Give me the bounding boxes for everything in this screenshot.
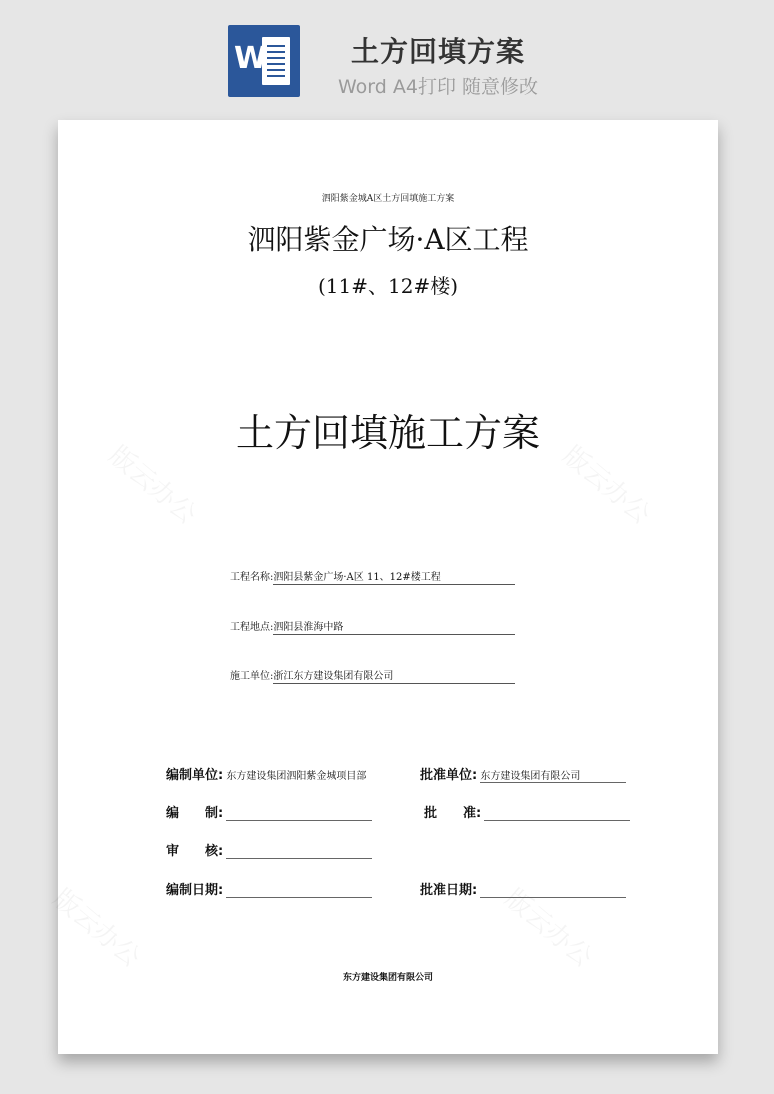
approve-unit-value: 东方建设集团有限公司 <box>480 767 626 783</box>
running-header: 泗阳紫金城A区土方回填施工方案 <box>321 194 455 204</box>
approve-unit-row: 批准单位: 东方建设集团有限公司 <box>420 764 626 783</box>
approve-unit-label: 批准单位 <box>420 768 473 783</box>
document-page <box>58 120 718 1054</box>
compiler-label: 编 制 <box>166 806 219 821</box>
field-label: 施工单位: <box>230 671 274 682</box>
approver-signature-line <box>484 806 630 821</box>
compile-date-row: 编制日期: <box>166 879 372 898</box>
approve-date-row: 批准日期: <box>420 879 626 898</box>
contractor-field <box>230 667 515 684</box>
compile-date-label: 编制日期 <box>166 883 219 898</box>
project-name-field <box>230 568 515 585</box>
project-location-field <box>230 618 515 635</box>
banner-subtitle: Word A4打印 随意修改 <box>337 76 538 98</box>
approver-label: 批 准 <box>424 806 477 821</box>
reviewer-signature-line <box>226 844 372 859</box>
compiler-row: 编 制: <box>166 802 372 821</box>
buildings-subtitle: (11#、12#楼) <box>317 274 459 298</box>
compile-unit-row: 编制单位: 东方建设集团泗阳紫金城项目部 <box>166 768 367 783</box>
field-label: 工程地点: <box>230 622 274 633</box>
reviewer-row: 审 核: <box>166 840 372 859</box>
field-label: 工程名称: <box>230 572 274 583</box>
approve-date-line <box>480 883 626 898</box>
project-title: 泗阳紫金广场·A区工程 <box>247 223 529 256</box>
field-value: 泗阳县淮海中路 <box>273 618 515 635</box>
approver-row: 批 准: <box>424 802 630 821</box>
plan-title: 土方回填施工方案 <box>235 411 540 455</box>
compile-unit-value: 东方建设集团泗阳紫金城项目部 <box>226 771 367 782</box>
word-document-icon <box>228 25 300 97</box>
approve-date-label: 批准日期 <box>420 883 473 898</box>
banner-title: 土方回填方案 <box>350 35 525 68</box>
watermark <box>46 879 149 974</box>
banner <box>0 0 774 118</box>
field-value: 浙江东方建设集团有限公司 <box>273 667 515 684</box>
compile-date-line <box>226 883 372 898</box>
company-footer: 东方建设集团有限公司 <box>342 973 433 983</box>
compiler-signature-line <box>226 806 372 821</box>
reviewer-label: 审 核 <box>166 844 219 859</box>
word-logo-letter: W <box>234 41 268 76</box>
compile-unit-label: 编制单位 <box>166 768 219 783</box>
field-value: 泗阳县紫金广场·A区 11、12#楼工程 <box>273 568 515 585</box>
